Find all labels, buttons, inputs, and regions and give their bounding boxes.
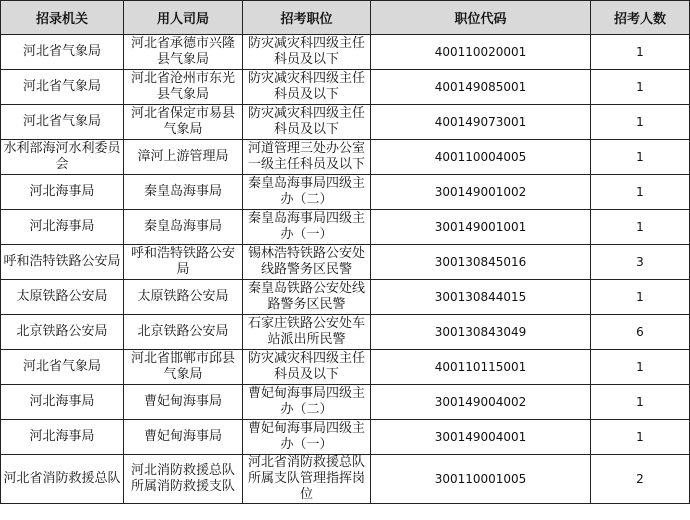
cell-agency: 水利部海河水利委员会 [1,140,124,175]
table-row [1,210,690,245]
cell-position-code: 300149001001 [371,210,591,245]
cell-department: 漳河上游管理局 [124,140,243,175]
table-row [1,245,690,280]
cell-position: 防灾减灾科四级主任科员及以下 [243,35,371,70]
cell-recruit-count: 3 [591,245,690,280]
header-position: 招考职位 [243,1,371,35]
cell-agency: 河北省气象局 [1,70,124,105]
cell-recruit-count: 1 [591,35,690,70]
table-row [1,420,690,455]
table-row [1,70,690,105]
cell-recruit-count: 2 [591,455,690,504]
cell-position: 秦皇岛海事局四级主办（二） [243,175,371,210]
cell-agency: 河北海事局 [1,420,124,455]
cell-department: 河北消防救援总队所属消防救援支队 [124,455,243,504]
cell-recruit-count: 1 [591,70,690,105]
header-recruit-count: 招考人数 [591,1,690,35]
cell-agency: 河北海事局 [1,175,124,210]
cell-recruit-count: 1 [591,175,690,210]
cell-position-code: 400149085001 [371,70,591,105]
cell-department: 河北省邯郸市邱县气象局 [124,350,243,385]
cell-position: 曹妃甸海事局四级主办（二） [243,385,371,420]
cell-department: 呼和浩特铁路公安局 [124,245,243,280]
cell-department: 曹妃甸海事局 [124,420,243,455]
cell-position-code: 300130845016 [371,245,591,280]
cell-recruit-count: 1 [591,140,690,175]
cell-agency: 河北省消防救援总队 [1,455,124,504]
header-position-code: 职位代码 [371,1,591,35]
table-row [1,35,690,70]
cell-department: 秦皇岛海事局 [124,210,243,245]
cell-position: 秦皇岛海事局四级主办（一） [243,210,371,245]
header-department: 用人司局 [124,1,243,35]
cell-department: 北京铁路公安局 [124,315,243,350]
cell-position-code: 300130843049 [371,315,591,350]
cell-recruit-count: 1 [591,210,690,245]
cell-position-code: 300130844015 [371,280,591,315]
cell-position-code: 300110001005 [371,455,591,504]
cell-position-code: 400110020001 [371,35,591,70]
table-row [1,385,690,420]
cell-recruit-count: 6 [591,315,690,350]
cell-agency: 河北省气象局 [1,350,124,385]
cell-position: 河北省消防救援总队所属支队管理指挥岗位 [243,455,371,504]
table-row [1,175,690,210]
cell-position: 曹妃甸海事局四级主办（一） [243,420,371,455]
cell-position: 防灾减灾科四级主任科员及以下 [243,350,371,385]
cell-agency: 呼和浩特铁路公安局 [1,245,124,280]
table-row [1,105,690,140]
table-row [1,455,690,504]
cell-position: 防灾减灾科四级主任科员及以下 [243,70,371,105]
cell-agency: 太原铁路公安局 [1,280,124,315]
cell-position: 锡林浩特铁路公安处线路警务区民警 [243,245,371,280]
cell-recruit-count: 1 [591,420,690,455]
cell-agency: 河北海事局 [1,385,124,420]
cell-position-code: 400149073001 [371,105,591,140]
cell-department: 河北省承德市兴隆县气象局 [124,35,243,70]
cell-position-code: 400110115001 [371,350,591,385]
cell-position: 石家庄铁路公安处车站派出所民警 [243,315,371,350]
table-row [1,140,690,175]
table-row [1,315,690,350]
cell-recruit-count: 1 [591,105,690,140]
cell-agency: 河北省气象局 [1,105,124,140]
cell-recruit-count: 1 [591,280,690,315]
cell-recruit-count: 1 [591,350,690,385]
table-row [1,350,690,385]
cell-position: 秦皇岛铁路公安处线路警务区民警 [243,280,371,315]
cell-department: 河北省保定市易县气象局 [124,105,243,140]
cell-department: 河北省沧州市东光县气象局 [124,70,243,105]
cell-department: 曹妃甸海事局 [124,385,243,420]
table-row [1,280,690,315]
header-agency: 招录机关 [1,1,124,35]
cell-position-code: 400110004005 [371,140,591,175]
cell-position-code: 300149004002 [371,385,591,420]
cell-agency: 河北海事局 [1,210,124,245]
cell-agency: 北京铁路公安局 [1,315,124,350]
header-row [1,1,690,35]
cell-position-code: 300149001002 [371,175,591,210]
cell-position: 河道管理三处办公室一级主任科员及以下 [243,140,371,175]
cell-agency: 河北省气象局 [1,35,124,70]
cell-recruit-count: 1 [591,385,690,420]
cell-department: 秦皇岛海事局 [124,175,243,210]
cell-position-code: 300149004001 [371,420,591,455]
cell-department: 太原铁路公安局 [124,280,243,315]
cell-position: 防灾减灾科四级主任科员及以下 [243,105,371,140]
